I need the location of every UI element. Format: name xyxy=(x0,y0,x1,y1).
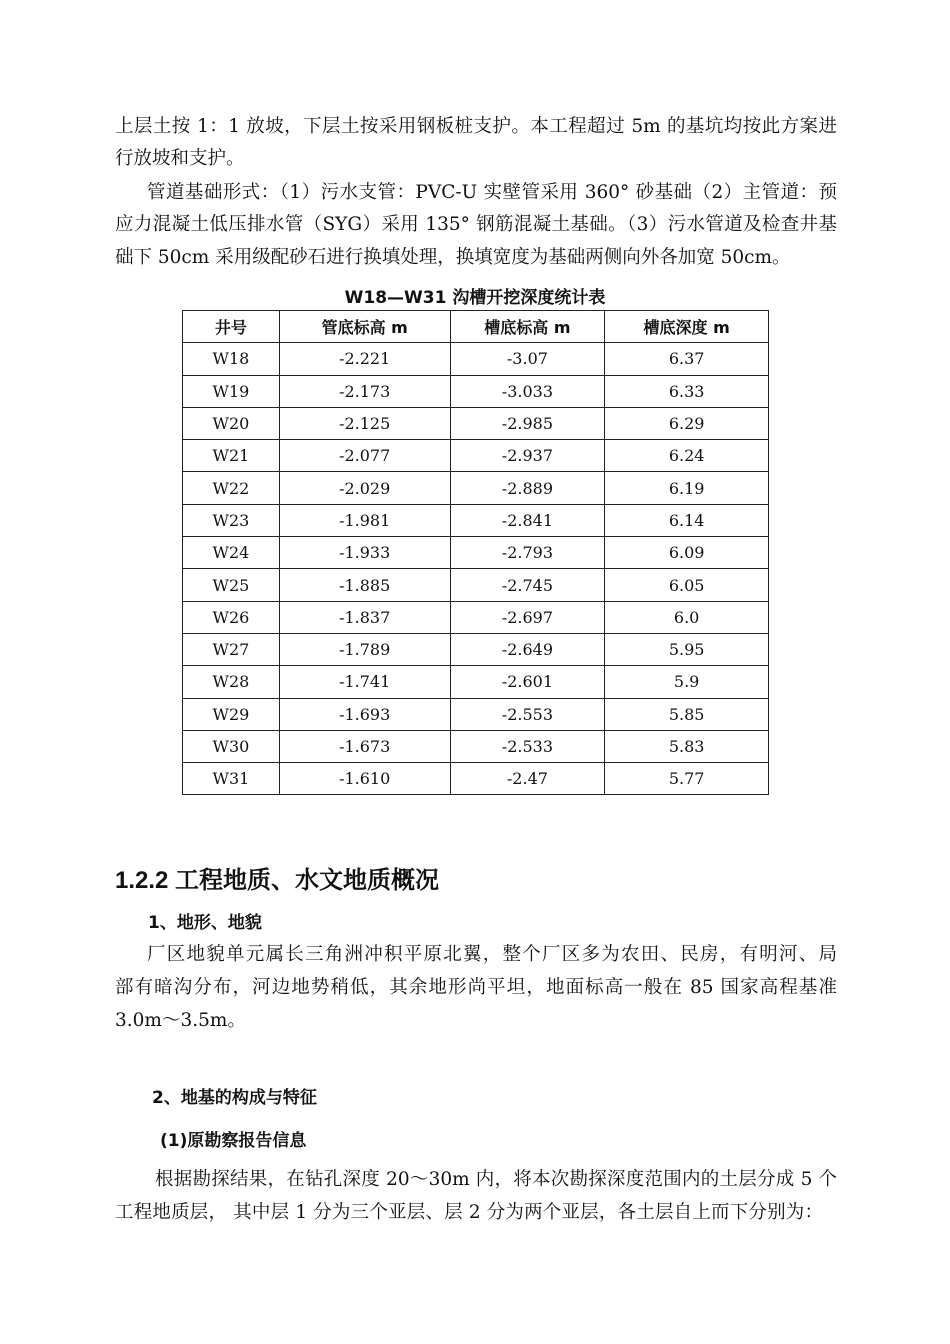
text-line: 3.0m～3.5m。 xyxy=(115,1010,246,1031)
table-row xyxy=(183,763,769,795)
table-cell: -3.07 xyxy=(450,343,605,375)
text-line: 根据勘探结果，在钻孔深度 20～30m 内，将本次勘探深度范围内的土层分成 5 个 xyxy=(155,1169,837,1190)
table-row xyxy=(183,666,769,698)
table-cell: 6.29 xyxy=(605,407,769,439)
header-pipe-bottom: 管底标高 m xyxy=(279,311,450,343)
table-cell: W22 xyxy=(183,472,280,504)
table-cell: W21 xyxy=(183,440,280,472)
table-cell: -3.033 xyxy=(450,375,605,407)
header-trench-depth: 槽底深度 m xyxy=(605,311,769,343)
table-cell: 6.24 xyxy=(605,440,769,472)
text-line: 厂区地貌单元属长三角洲冲积平原北翼，整个厂区多为农田、民房，有明河、局 xyxy=(147,944,837,965)
text-line: 应力混凝土低压排水管（SYG）采用 135° 钢筋混凝土基础。（3）污水管道及检查井基 xyxy=(115,214,837,235)
table-cell: -2.985 xyxy=(450,407,605,439)
table-cell: W23 xyxy=(183,504,280,536)
table-cell: 6.19 xyxy=(605,472,769,504)
table-cell: -1.981 xyxy=(279,504,450,536)
subheading-foundation: 2、地基的构成与特征 xyxy=(152,1088,317,1108)
table-cell: W19 xyxy=(183,375,280,407)
table-cell: -2.889 xyxy=(450,472,605,504)
table-row xyxy=(183,407,769,439)
table-cell: W25 xyxy=(183,569,280,601)
table-cell: -2.697 xyxy=(450,601,605,633)
table-row xyxy=(183,569,769,601)
table-cell: W28 xyxy=(183,666,280,698)
header-well-no: 井号 xyxy=(183,311,280,343)
table-row xyxy=(183,440,769,472)
table-cell: -1.693 xyxy=(279,698,450,730)
header-trench-bottom: 槽底标高 m xyxy=(450,311,605,343)
table-header-row xyxy=(183,311,769,343)
table-cell: -2.937 xyxy=(450,440,605,472)
table-cell: -2.841 xyxy=(450,504,605,536)
table-cell: 5.9 xyxy=(605,666,769,698)
subheading-terrain: 1、地形、地貌 xyxy=(148,913,262,933)
table-cell: -1.837 xyxy=(279,601,450,633)
table-row xyxy=(183,633,769,665)
table-cell: 5.85 xyxy=(605,698,769,730)
table-cell: 5.95 xyxy=(605,633,769,665)
table-cell: 5.83 xyxy=(605,730,769,762)
trench-depth-table xyxy=(182,310,769,795)
table-cell: W18 xyxy=(183,343,280,375)
table-cell: -2.601 xyxy=(450,666,605,698)
table-row xyxy=(183,375,769,407)
section-heading: 1.2.2 工程地质、水文地质概况 xyxy=(115,867,440,894)
table-cell: -2.793 xyxy=(450,537,605,569)
table-cell: W26 xyxy=(183,601,280,633)
table-caption: W18—W31 沟槽开挖深度统计表 xyxy=(344,288,606,308)
table-cell: -2.125 xyxy=(279,407,450,439)
table-cell: W27 xyxy=(183,633,280,665)
table-cell: W20 xyxy=(183,407,280,439)
text-line: 行放坡和支护。 xyxy=(115,148,245,169)
table-cell: -2.533 xyxy=(450,730,605,762)
table-row xyxy=(183,730,769,762)
table-cell: -2.47 xyxy=(450,763,605,795)
table-row xyxy=(183,343,769,375)
table-cell: 5.77 xyxy=(605,763,769,795)
table-cell: W31 xyxy=(183,763,280,795)
table-row xyxy=(183,472,769,504)
table-cell: -2.077 xyxy=(279,440,450,472)
table-row xyxy=(183,537,769,569)
table-cell: -1.673 xyxy=(279,730,450,762)
table-cell: -2.553 xyxy=(450,698,605,730)
table-cell: 6.14 xyxy=(605,504,769,536)
table-cell: -1.610 xyxy=(279,763,450,795)
table-row xyxy=(183,504,769,536)
table-cell: -2.745 xyxy=(450,569,605,601)
table-row xyxy=(183,601,769,633)
text-line: 部有暗沟分布，河边地势稍低，其余地形尚平坦，地面标高一般在 85 国家高程基准 xyxy=(115,977,837,998)
table-cell: -2.221 xyxy=(279,343,450,375)
table-cell: 6.33 xyxy=(605,375,769,407)
table-cell: 6.05 xyxy=(605,569,769,601)
table-cell: W30 xyxy=(183,730,280,762)
table-cell: W29 xyxy=(183,698,280,730)
table-cell: -1.741 xyxy=(279,666,450,698)
subheading-survey-report: (1)原勘察报告信息 xyxy=(160,1131,307,1151)
table-cell: -2.173 xyxy=(279,375,450,407)
text-line: 工程地质层， 其中层 1 分为三个亚层、层 2 分为两个亚层，各土层自上而下分别为： xyxy=(115,1202,823,1223)
table-cell: -2.649 xyxy=(450,633,605,665)
text-line: 管道基础形式：（1）污水支管：PVC-U 实壁管采用 360° 砂基础（2）主管道：预 xyxy=(147,182,837,203)
table-cell: 6.0 xyxy=(605,601,769,633)
table-cell: 6.09 xyxy=(605,537,769,569)
text-line: 上层土按 1：1 放坡，下层土按采用钢板桩支护。本工程超过 5m 的基坑均按此方案进 xyxy=(115,116,837,137)
table-cell: -1.885 xyxy=(279,569,450,601)
text-line: 础下 50cm 采用级配砂石进行换填处理，换填宽度为基础两侧向外各加宽 50cm。 xyxy=(115,247,791,268)
table-cell: W24 xyxy=(183,537,280,569)
table-cell: -2.029 xyxy=(279,472,450,504)
table-cell: -1.789 xyxy=(279,633,450,665)
table-cell: -1.933 xyxy=(279,537,450,569)
table-row xyxy=(183,698,769,730)
table-cell: 6.37 xyxy=(605,343,769,375)
